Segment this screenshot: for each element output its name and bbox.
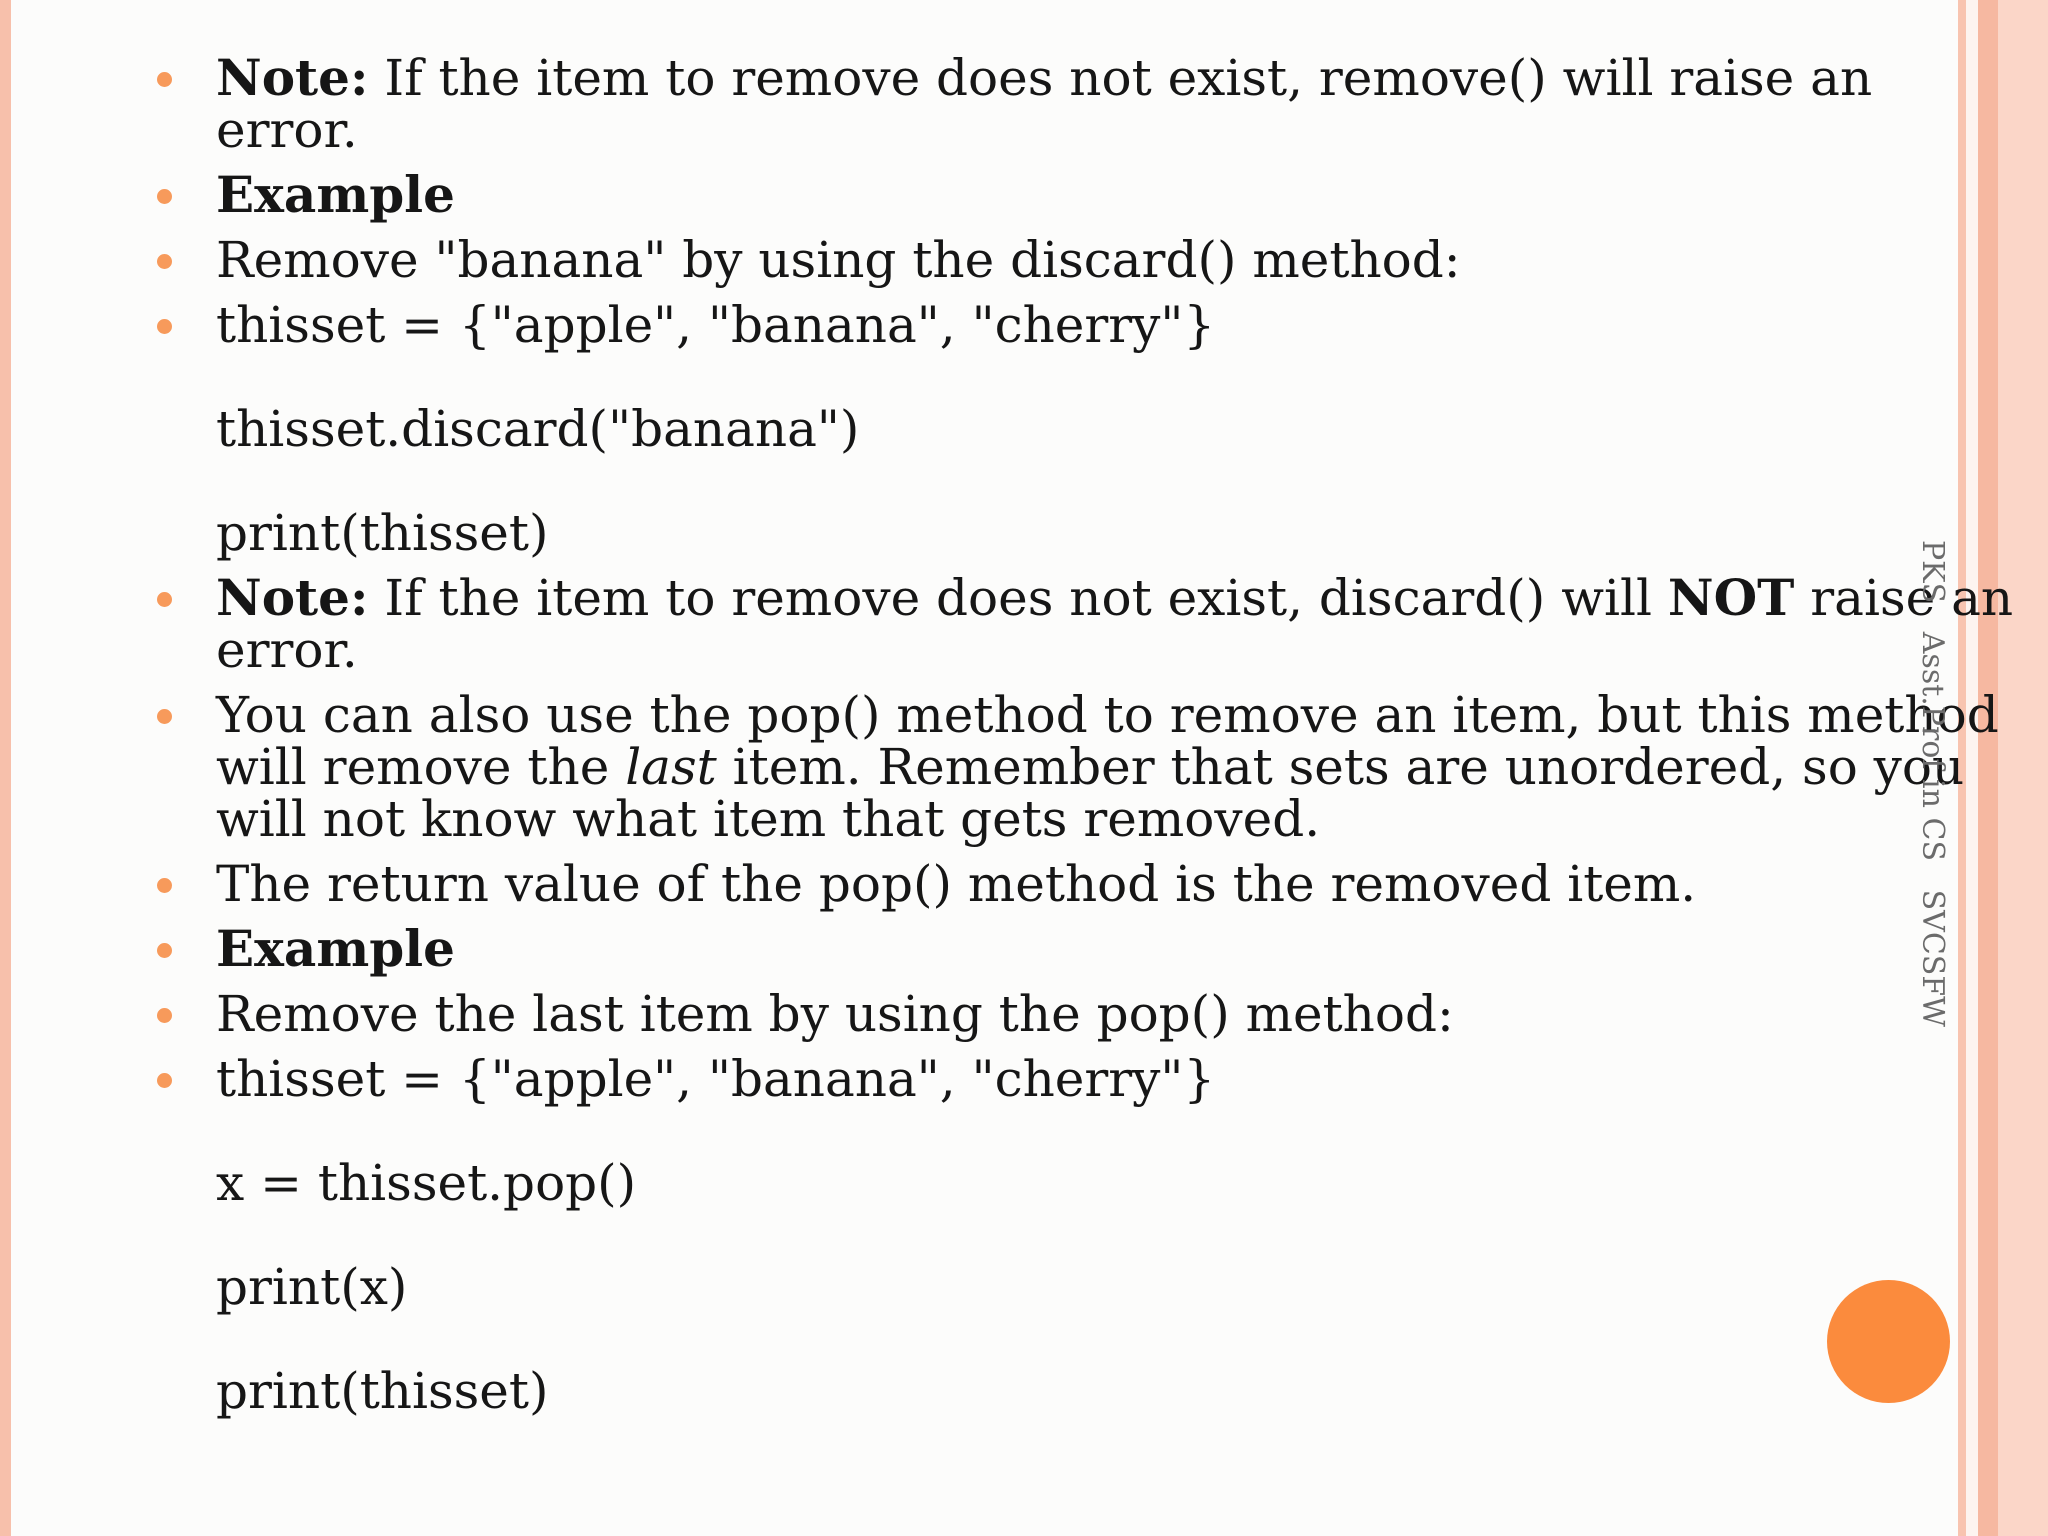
code-gap bbox=[216, 455, 1980, 507]
bullet-icon bbox=[157, 878, 172, 893]
code-gap bbox=[216, 351, 1980, 403]
bullet-icon bbox=[157, 592, 172, 607]
decorative-circle bbox=[1827, 1280, 1950, 1403]
right-decorative-band bbox=[1998, 0, 2048, 1536]
bullet-icon bbox=[157, 72, 172, 87]
bullet-icon bbox=[157, 709, 172, 724]
code-line: thisset = {"apple", "banana", "cherry"} bbox=[216, 296, 1216, 354]
list-item-code-pop bbox=[0, 1050, 1980, 1420]
code-gap bbox=[216, 1313, 1980, 1365]
return-value-text: The return value of the pop() method is the removed item. bbox=[216, 855, 1697, 913]
note-label: Note: bbox=[216, 568, 369, 627]
code-line: thisset = {"apple", "banana", "cherry"} bbox=[216, 1050, 1216, 1108]
list-item-note-discard bbox=[0, 568, 2014, 679]
pop-intro-text: Remove the last item by using the pop() method: bbox=[216, 985, 1454, 1043]
list-item-pop-info bbox=[0, 686, 1999, 848]
code-gap bbox=[216, 1209, 1980, 1261]
pop-info-text: will remove the bbox=[216, 738, 626, 796]
code-line: print(thisset) bbox=[216, 504, 549, 562]
note-text-continued: error. bbox=[216, 621, 358, 679]
list-item-note-remove bbox=[0, 48, 1980, 159]
pop-info-text: item. Remember that sets are unordered, so you bbox=[716, 738, 1965, 796]
list-item-discard-intro bbox=[0, 231, 1980, 289]
code-line: print(thisset) bbox=[216, 1362, 549, 1420]
bullet-icon bbox=[157, 254, 172, 269]
pop-info-emphasis: last bbox=[625, 738, 717, 796]
note-text-continued: error. bbox=[216, 101, 358, 159]
vertical-footer-text: PKS Asst.Prof in CS SVCSFW bbox=[1915, 540, 1950, 1027]
bullet-icon bbox=[157, 943, 172, 958]
example-heading: Example bbox=[216, 919, 455, 978]
code-line: x = thisset.pop() bbox=[216, 1154, 637, 1212]
list-item-pop-intro bbox=[0, 985, 1980, 1043]
code-line: thisset.discard("banana") bbox=[216, 400, 860, 458]
bullet-icon bbox=[157, 189, 172, 204]
note-text: If the item to remove does not exist, discard() will bbox=[368, 569, 1668, 627]
list-item-example bbox=[0, 919, 1980, 978]
pop-info-text: You can also use the pop() method to remove an item, but this method bbox=[216, 686, 1999, 744]
pop-info-text: will not know what item that gets removed. bbox=[216, 790, 1321, 848]
discard-intro-text: Remove "banana" by using the discard() method: bbox=[216, 231, 1461, 289]
note-label: Note: bbox=[216, 48, 369, 107]
bullet-icon bbox=[157, 1008, 172, 1023]
list-item-return-value bbox=[0, 855, 1980, 913]
bullet-icon bbox=[157, 319, 172, 334]
note-text: raise an bbox=[1794, 569, 2014, 627]
code-line: print(x) bbox=[216, 1258, 408, 1316]
note-emphasis: NOT bbox=[1667, 568, 1795, 627]
code-gap bbox=[216, 1105, 1980, 1157]
list-item-code-discard bbox=[0, 296, 1980, 562]
list-item-example bbox=[0, 165, 1980, 224]
note-text: If the item to remove does not exist, remove() will raise an bbox=[368, 49, 1873, 107]
bullet-list bbox=[0, 48, 2014, 1430]
example-heading: Example bbox=[216, 165, 455, 224]
right-decorative-band bbox=[1978, 0, 1998, 1536]
bullet-icon bbox=[157, 1073, 172, 1088]
